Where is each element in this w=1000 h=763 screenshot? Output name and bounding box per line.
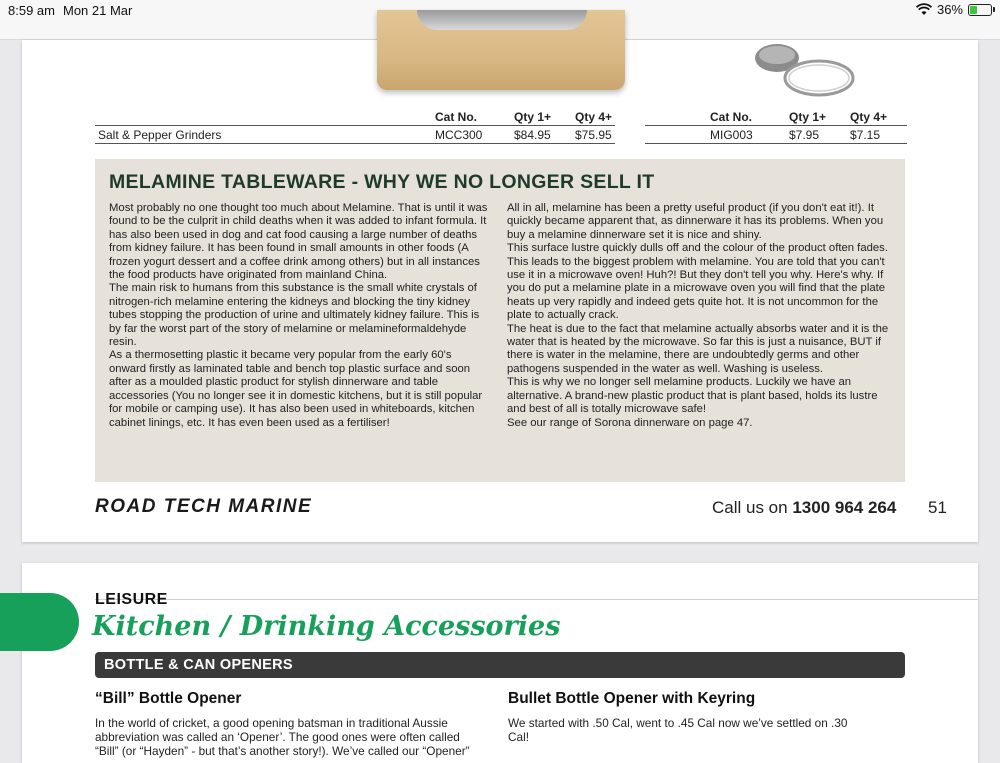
salt-pepper-grinder-image xyxy=(377,10,625,90)
catalog-page-51 xyxy=(22,40,978,542)
table-row: Salt & Pepper Grinders MCC300 $84.95 $75.95 xyxy=(95,126,615,144)
catalog-page-leisure xyxy=(22,563,978,763)
call-us-text: Call us on 1300 964 264 xyxy=(712,498,897,517)
battery-percent: 36% xyxy=(936,2,963,17)
brand-logo: ROAD TECH MARINE xyxy=(95,496,313,517)
melamine-article-panel xyxy=(95,159,905,482)
article-paragraph: Most probably no one thought too much about Melamine. That is until it was found to be the culprit in child deaths when it was added to infant formula. It has also been used in dog and cat food causing a large number of deaths from kidney failure. It has been found in small amounts in other foods (A frozen yogurt dessert and a coffee drink among others) but in all instances the food products have originated from mainland China. xyxy=(109,202,488,282)
article-paragraph: All in all, melamine has been a pretty useful product (if you don't eat it!). It quickly became apparent that, as dinnerware it has its problems. When you buy a melamine dinnerware set it is nice and shiny. xyxy=(507,202,884,241)
clock: 8:59 am xyxy=(8,3,55,18)
wifi-icon xyxy=(916,4,932,16)
table-header: Cat No. Qty 1+ Qty 4+ xyxy=(645,108,907,126)
date: Mon 21 Mar xyxy=(63,3,133,18)
battery-icon xyxy=(968,4,992,16)
page-number: 51 xyxy=(928,498,947,517)
article-paragraph: This is why we no longer sell melamine products. Luckily we have an alternative. A brand-new plastic product that is plant based, holds its lustre and best of all is totally microwave safe! xyxy=(507,376,878,416)
product-description: We started with .50 Cal, went to .45 Cal now we’ve settled on .30 Cal! xyxy=(508,716,848,744)
article-right-column xyxy=(507,202,893,430)
article-paragraph: The heat is due to the fact that melamine actually absorbs water and it is the water that is heated by the microwave. So far this is just a nuisance, BUT if there is water in the melamine, there are undoubtedly germs and other pathogens suspended in the water as well. Washing is useless. xyxy=(507,322,889,375)
article-paragraph: This surface lustre quickly dulls off and the colour of the product often fades. This leads to the biggest problem with melamine. You are told that you can't use it in a microwave oven! Huh?! But they don't tell you why. Here's why. If you do put a melamine plate in a microwave oven you will find that the plate heats up very rapidly and indeed gets quite hot. It is not uncommon for the plate to actually crack. xyxy=(507,242,888,322)
status-indicators xyxy=(916,2,992,17)
table-header: Cat No. Qty 1+ Qty 4+ xyxy=(95,108,615,126)
category-bar xyxy=(95,652,905,678)
article-paragraph: As a thermosetting plastic it became very popular from the early 60's onward firstly as laminated table and bench top plastic surface and soon after as a moulded plastic product for stylish dinnerware and table accessories (You no longer see it in domestic kitchens, but it is still popular for mobile or camping use). It has also been used in whiteboards, kitchen cabinet linings, etc. It has even been used as a fertiliser! xyxy=(109,349,483,429)
article-title: MELAMINE TABLEWARE - WHY WE NO LONGER SELL IT xyxy=(109,171,655,193)
table-row: MIG003 $7.95 $7.15 xyxy=(645,126,907,144)
product-title-bill-opener: “Bill” Bottle Opener xyxy=(95,690,242,707)
phone-number[interactable]: 1300 964 264 xyxy=(792,498,897,517)
product-title-bullet-opener: Bullet Bottle Opener with Keyring xyxy=(508,690,756,707)
grinder-price-table xyxy=(95,108,615,144)
product-description: In the world of cricket, a good opening batsman in traditional Aussie abbreviation was called an ‘Opener’. The good ones were often called “Bill” (or “Hayden” - but that’s another story!). We’ve called our “Opener” xyxy=(95,716,470,758)
article-left-column xyxy=(109,202,489,430)
keyring-price-table xyxy=(645,108,907,144)
section-label: LEISURE xyxy=(95,591,168,608)
section-heading: Kitchen / Drinking Accessories xyxy=(92,611,561,642)
article-paragraph: The main risk to humans from this substance is the small white crystals of nitrogen-rich melamine entering the kidneys and blocking the tiny kidney tubes stopping the production of urine and ultimately kidney failure. This is by far the worst part of the story of melamine or melamineformaldehyde resin. xyxy=(109,282,480,349)
section-tab xyxy=(0,593,79,651)
section-divider xyxy=(95,599,978,600)
category-title: BOTTLE & CAN OPENERS xyxy=(104,657,293,673)
bullet-keyring-image xyxy=(722,40,862,100)
article-paragraph: See our range of Sorona dinnerware on page 47. xyxy=(507,416,753,429)
